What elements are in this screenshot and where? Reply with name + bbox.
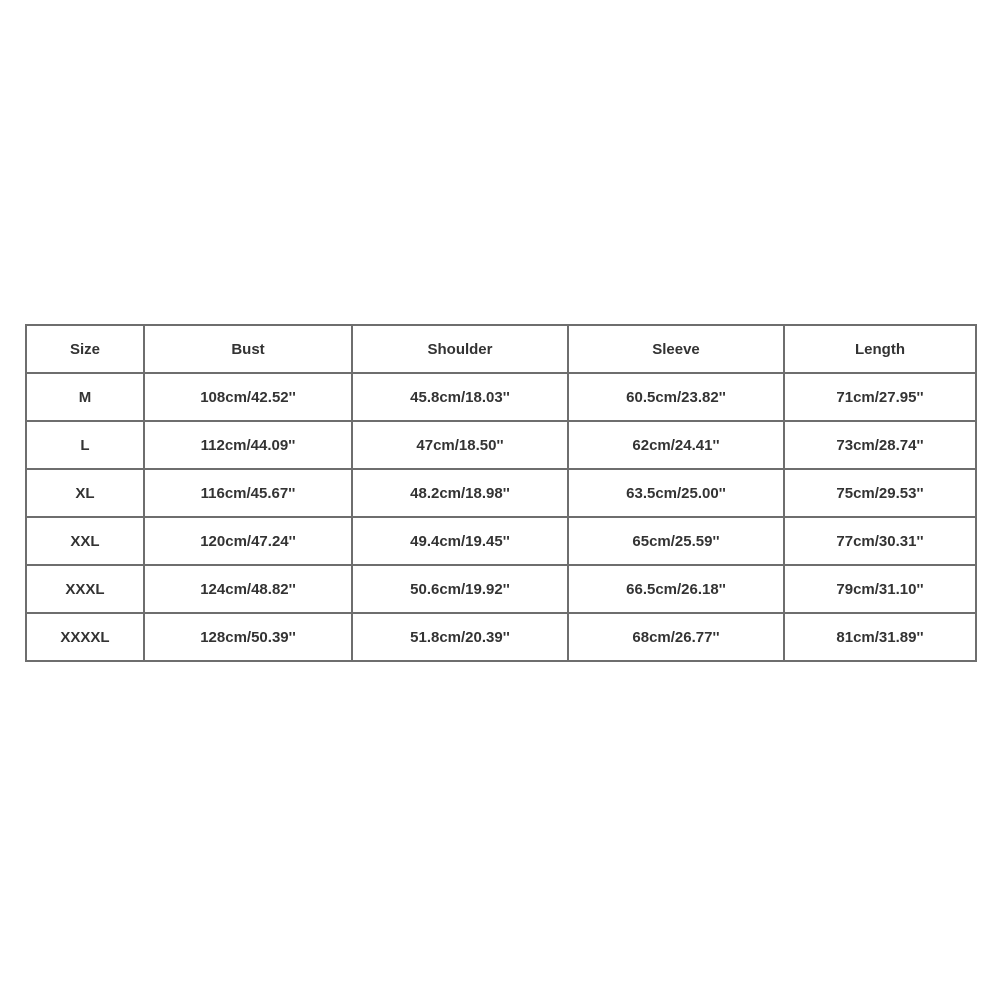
cell-shoulder: 45.8cm/18.03'': [352, 373, 568, 421]
cell-size: XL: [26, 469, 144, 517]
table-header-row: [26, 325, 976, 373]
cell-length: 77cm/30.31'': [784, 517, 976, 565]
table-row: [26, 613, 976, 661]
header-bust: Bust: [144, 325, 352, 373]
cell-bust: 124cm/48.82'': [144, 565, 352, 613]
cell-bust: 108cm/42.52'': [144, 373, 352, 421]
size-chart-table: [25, 324, 977, 662]
cell-length: 75cm/29.53'': [784, 469, 976, 517]
cell-size: XXL: [26, 517, 144, 565]
cell-length: 81cm/31.89'': [784, 613, 976, 661]
cell-shoulder: 51.8cm/20.39'': [352, 613, 568, 661]
table-row: [26, 469, 976, 517]
cell-sleeve: 65cm/25.59'': [568, 517, 784, 565]
cell-sleeve: 63.5cm/25.00'': [568, 469, 784, 517]
cell-size: M: [26, 373, 144, 421]
cell-shoulder: 49.4cm/19.45'': [352, 517, 568, 565]
cell-shoulder: 50.6cm/19.92'': [352, 565, 568, 613]
cell-size: L: [26, 421, 144, 469]
cell-shoulder: 48.2cm/18.98'': [352, 469, 568, 517]
header-sleeve: Sleeve: [568, 325, 784, 373]
header-shoulder: Shoulder: [352, 325, 568, 373]
cell-sleeve: 68cm/26.77'': [568, 613, 784, 661]
cell-sleeve: 60.5cm/23.82'': [568, 373, 784, 421]
cell-bust: 120cm/47.24'': [144, 517, 352, 565]
cell-sleeve: 62cm/24.41'': [568, 421, 784, 469]
cell-size: XXXXL: [26, 613, 144, 661]
cell-length: 71cm/27.95'': [784, 373, 976, 421]
cell-length: 73cm/28.74'': [784, 421, 976, 469]
cell-bust: 128cm/50.39'': [144, 613, 352, 661]
table-row: [26, 373, 976, 421]
cell-bust: 112cm/44.09'': [144, 421, 352, 469]
table-row: [26, 421, 976, 469]
cell-length: 79cm/31.10'': [784, 565, 976, 613]
header-size: Size: [26, 325, 144, 373]
cell-sleeve: 66.5cm/26.18'': [568, 565, 784, 613]
header-length: Length: [784, 325, 976, 373]
cell-size: XXXL: [26, 565, 144, 613]
cell-bust: 116cm/45.67'': [144, 469, 352, 517]
table-row: [26, 565, 976, 613]
cell-shoulder: 47cm/18.50'': [352, 421, 568, 469]
table-row: [26, 517, 976, 565]
